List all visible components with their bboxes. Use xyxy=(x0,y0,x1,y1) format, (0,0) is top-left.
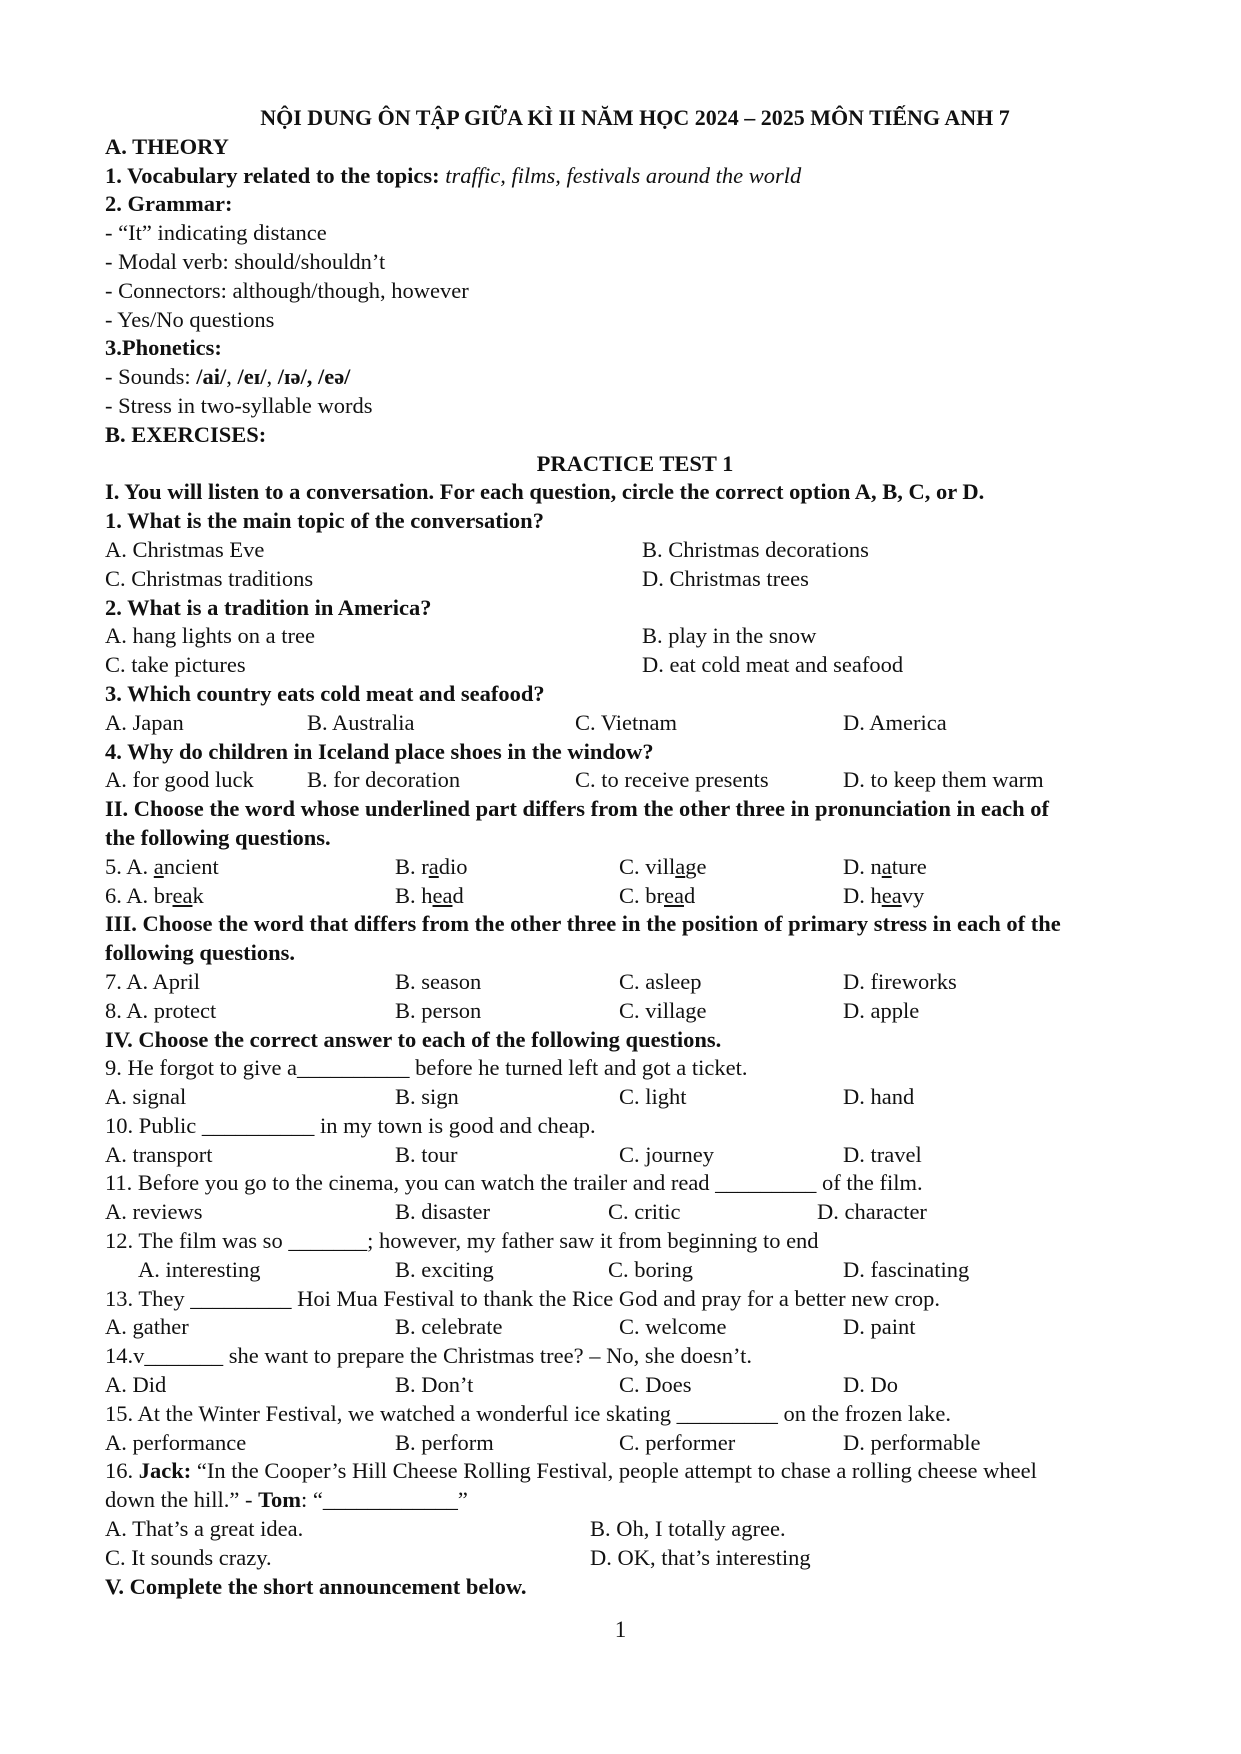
section-heading: III. Choose the word that differs from the other three in the position of primary stress in each of the xyxy=(105,911,1061,937)
option-a: A. gather xyxy=(105,1314,189,1340)
question: 11. Before you go to the cinema, you can watch the trailer and read _________ of the film. xyxy=(105,1170,923,1196)
option-c: C. village xyxy=(619,997,707,1023)
option-b: B. head xyxy=(395,882,464,908)
option-c: C. village xyxy=(619,853,707,879)
option-b: B. perform xyxy=(395,1429,494,1455)
question: 13. They _________ Hoi Mua Festival to thank the Rice God and pray for a better new crop. xyxy=(105,1285,941,1311)
option-b: B. person xyxy=(395,997,482,1023)
question: 3. Which country eats cold meat and seafood? xyxy=(105,680,545,706)
option-c: C. take pictures xyxy=(105,652,246,678)
option-d: D. OK, that’s interesting xyxy=(590,1544,811,1570)
option-a: A. reviews xyxy=(105,1199,203,1225)
option-a: 6. A. break xyxy=(105,882,204,908)
option-b: B. sign xyxy=(395,1084,459,1110)
options-row xyxy=(105,1141,1165,1170)
options-row xyxy=(105,651,1165,680)
question: 9. He forgot to give a__________ before he turned left and got a ticket. xyxy=(105,1055,748,1081)
option-a: A. Christmas Eve xyxy=(105,536,265,562)
options-row xyxy=(105,1256,1165,1285)
section-heading: I. You will listen to a conversation. For each question, circle the correct option A, B, C, or D. xyxy=(105,479,985,505)
option-a: A. Did xyxy=(105,1372,167,1398)
option-a: A. for good luck xyxy=(105,767,254,793)
question: 10. Public __________ in my town is good and cheap. xyxy=(105,1112,596,1138)
options-row xyxy=(105,1313,1165,1342)
option-b: B. radio xyxy=(395,853,468,879)
option-c: C. asleep xyxy=(619,968,702,994)
vocabulary-label: 1. Vocabulary related to the topics: xyxy=(105,162,440,188)
question: 14.v_______ she want to prepare the Christmas tree? – No, she doesn’t. xyxy=(105,1343,752,1369)
option-c: C. journey xyxy=(619,1141,714,1167)
options-row xyxy=(105,1083,1165,1112)
option-c: C. It sounds crazy. xyxy=(105,1544,272,1570)
option-d: D. hand xyxy=(843,1084,915,1110)
section-heading: IV. Choose the correct answer to each of the following questions. xyxy=(105,1026,722,1052)
document-page xyxy=(105,104,1165,1601)
option-a: A. interesting xyxy=(138,1256,261,1282)
option-d: D. paint xyxy=(843,1314,916,1340)
option-b: B. season xyxy=(395,968,482,994)
option-d: D. heavy xyxy=(843,882,925,908)
options-row xyxy=(105,853,1165,882)
question: 15. At the Winter Festival, we watched a wonderful ice skating _________ on the frozen lake. xyxy=(105,1400,951,1426)
options-row xyxy=(105,622,1165,651)
option-b: B. Oh, I totally agree. xyxy=(590,1516,786,1542)
test-title: PRACTICE TEST 1 xyxy=(536,450,734,476)
phonetics-heading: 3.Phonetics: xyxy=(105,335,222,361)
option-b: B. Australia xyxy=(307,709,415,735)
exercises-heading: B. EXERCISES: xyxy=(105,421,267,447)
separator: , xyxy=(226,364,238,390)
sound-symbol: /ai/ xyxy=(196,364,227,390)
separator: , xyxy=(266,364,278,390)
option-b: B. tour xyxy=(395,1141,458,1167)
sounds-label: - Sounds: xyxy=(105,364,197,390)
sound-symbol: /ɪə/, /eə/ xyxy=(277,364,351,390)
option-d: D. apple xyxy=(843,997,920,1023)
option-d: D. Christmas trees xyxy=(642,565,809,591)
option-a: 7. A. April xyxy=(105,968,201,994)
option-a: A. That’s a great idea. xyxy=(105,1516,304,1542)
option-a: A. performance xyxy=(105,1429,247,1455)
question: 12. The film was so _______; however, my father saw it from beginning to end xyxy=(105,1228,819,1254)
speaker-tom: Tom xyxy=(258,1487,302,1513)
question: 4. Why do children in Iceland place shoes in the window? xyxy=(105,738,654,764)
options-row xyxy=(105,1429,1165,1458)
option-a: A. transport xyxy=(105,1141,213,1167)
option-d: D. fascinating xyxy=(843,1256,970,1282)
option-d: D. America xyxy=(843,709,947,735)
question: 1. What is the main topic of the conversation? xyxy=(105,508,544,534)
option-d: D. fireworks xyxy=(843,968,957,994)
option-c: C. critic xyxy=(608,1199,681,1225)
option-b: B. disaster xyxy=(395,1199,490,1225)
option-d: D. to keep them warm xyxy=(843,767,1044,793)
option-c: C. to receive presents xyxy=(575,767,769,793)
options-row xyxy=(105,709,1165,738)
page-number: 1 xyxy=(614,1617,627,1642)
section-heading: V. Complete the short announcement below. xyxy=(105,1573,527,1599)
option-c: C. boring xyxy=(608,1256,694,1282)
option-d: D. nature xyxy=(843,853,927,879)
grammar-item: - Connectors: although/though, however xyxy=(105,277,469,303)
question-continued: down the hill.” - Tom: “____________” xyxy=(105,1487,468,1513)
sounds-line xyxy=(105,363,1165,392)
stress-item: - Stress in two-syllable words xyxy=(105,392,373,418)
sound-symbol: /eɪ/ xyxy=(237,364,267,390)
option-b: B. Christmas decorations xyxy=(642,536,869,562)
section-heading: following questions. xyxy=(105,940,296,966)
question: 16. Jack: “In the Cooper’s Hill Cheese Rolling Festival, people attempt to chase a rolling cheese wheel xyxy=(105,1458,1037,1484)
vocabulary-topics: traffic, films, festivals around the world xyxy=(445,162,802,188)
option-b: B. celebrate xyxy=(395,1314,503,1340)
option-c: C. performer xyxy=(619,1429,736,1455)
option-a: A. hang lights on a tree xyxy=(105,623,315,649)
option-d: D. Do xyxy=(843,1372,898,1398)
options-row xyxy=(105,882,1165,911)
option-a: 8. A. protect xyxy=(105,997,217,1023)
grammar-item: - “It” indicating distance xyxy=(105,220,327,246)
option-d: D. eat cold meat and seafood xyxy=(642,652,904,678)
question: 2. What is a tradition in America? xyxy=(105,594,432,620)
options-row xyxy=(105,536,1165,565)
option-d: D. character xyxy=(817,1199,927,1225)
options-row xyxy=(105,1198,1165,1227)
option-b: B. for decoration xyxy=(307,767,461,793)
options-row xyxy=(105,565,1165,594)
option-c: C. Christmas traditions xyxy=(105,565,314,591)
option-a: A. signal xyxy=(105,1084,187,1110)
option-b: B. play in the snow xyxy=(642,623,817,649)
options-row xyxy=(105,766,1165,795)
section-heading: II. Choose the word whose underlined part differs from the other three in pronunciation in each of xyxy=(105,796,1049,822)
options-row xyxy=(105,1544,1165,1573)
grammar-heading: 2. Grammar: xyxy=(105,191,233,217)
options-row xyxy=(105,997,1165,1026)
options-row xyxy=(105,968,1165,997)
option-c: C. bread xyxy=(619,882,696,908)
option-c: C. welcome xyxy=(619,1314,727,1340)
option-a: 5. A. ancient xyxy=(105,853,219,879)
option-b: B. Don’t xyxy=(395,1372,474,1398)
vocabulary-line xyxy=(105,162,1165,191)
theory-heading: A. THEORY xyxy=(105,133,229,159)
option-d: D. travel xyxy=(843,1141,922,1167)
option-c: C. Does xyxy=(619,1372,692,1398)
speaker-jack: Jack: xyxy=(138,1458,192,1484)
option-b: B. exciting xyxy=(395,1256,494,1282)
grammar-item: - Modal verb: should/shouldn’t xyxy=(105,248,386,274)
grammar-item: - Yes/No questions xyxy=(105,306,275,332)
document-title: NỘI DUNG ÔN TẬP GIỮA KÌ II NĂM HỌC 2024 – 2025 MÔN TIẾNG ANH 7 xyxy=(260,105,1010,130)
options-row xyxy=(105,1371,1165,1400)
options-row xyxy=(105,1515,1165,1544)
option-a: A. Japan xyxy=(105,709,184,735)
option-c: C. Vietnam xyxy=(575,709,677,735)
option-c: C. light xyxy=(619,1084,687,1110)
section-heading: the following questions. xyxy=(105,824,331,850)
option-d: D. performable xyxy=(843,1429,981,1455)
